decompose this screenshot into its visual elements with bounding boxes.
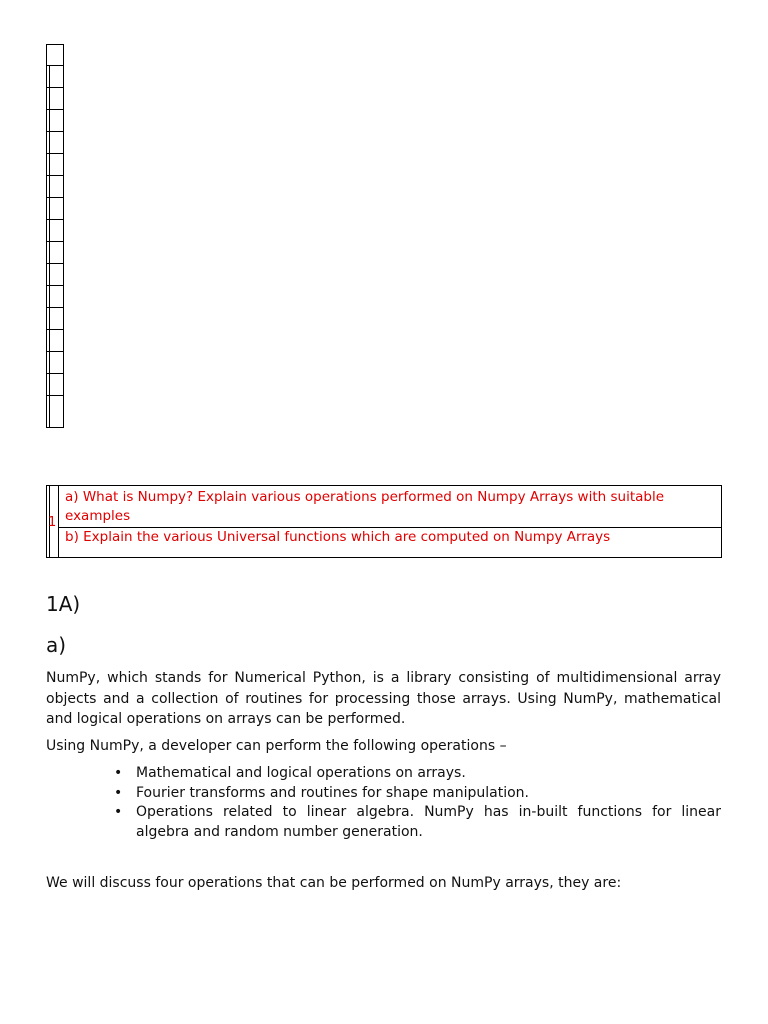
grid-cell [47,329,63,351]
list-item-text: Fourier transforms and routines for shape manipulation. [136,784,529,801]
operations-list [46,764,721,842]
grid-cell [47,109,63,131]
question-part-b: b) Explain the various Universal functions which are computed on Numpy Arrays [65,529,611,545]
question-table [46,485,722,558]
grid-cell [47,153,63,175]
grid-cell [47,263,63,285]
bullet-icon: • [114,804,123,820]
grid-cell [47,241,63,263]
bullet-icon: • [114,784,123,801]
grid-cell [47,351,63,373]
question-number-column [47,486,59,557]
grid-cell [47,87,63,109]
list-item [46,784,721,804]
grid-cell [47,65,63,87]
grid-cell [47,373,63,395]
grid-cell [47,219,63,241]
list-item-text: Mathematical and logical operations on arrays. [136,765,466,781]
grid-cell [47,395,63,417]
empty-grid-table [46,44,64,428]
closing-line: We will discuss four operations that can be performed on NumPy arrays, they are: [46,875,622,891]
section-heading: 1A) [46,592,81,616]
grid-cell [47,131,63,153]
list-item-text: Operations related to linear algebra. NumPy has in-built functions for linear algebra and random number generation. [136,804,721,840]
grid-cell [47,175,63,197]
grid-cell [47,307,63,329]
question-number: 1 [48,515,57,530]
grid-cell [47,285,63,307]
question-part-a: a) What is Numpy? Explain various operations performed on Numpy Arrays with suitable examples [59,486,721,528]
intro-paragraph: NumPy, which stands for Numerical Python, is a library consisting of multidimensional array objects and a collection of routines for processing those arrays. Using NumPy, mathematical and logical operations on arrays can be performed. [46,670,721,727]
list-item [46,764,721,784]
grid-cell [47,197,63,219]
bullet-icon: • [114,765,123,781]
part-heading: a) [46,633,67,657]
operations-lead: Using NumPy, a developer can perform the following operations – [46,738,507,754]
list-item [46,803,721,842]
